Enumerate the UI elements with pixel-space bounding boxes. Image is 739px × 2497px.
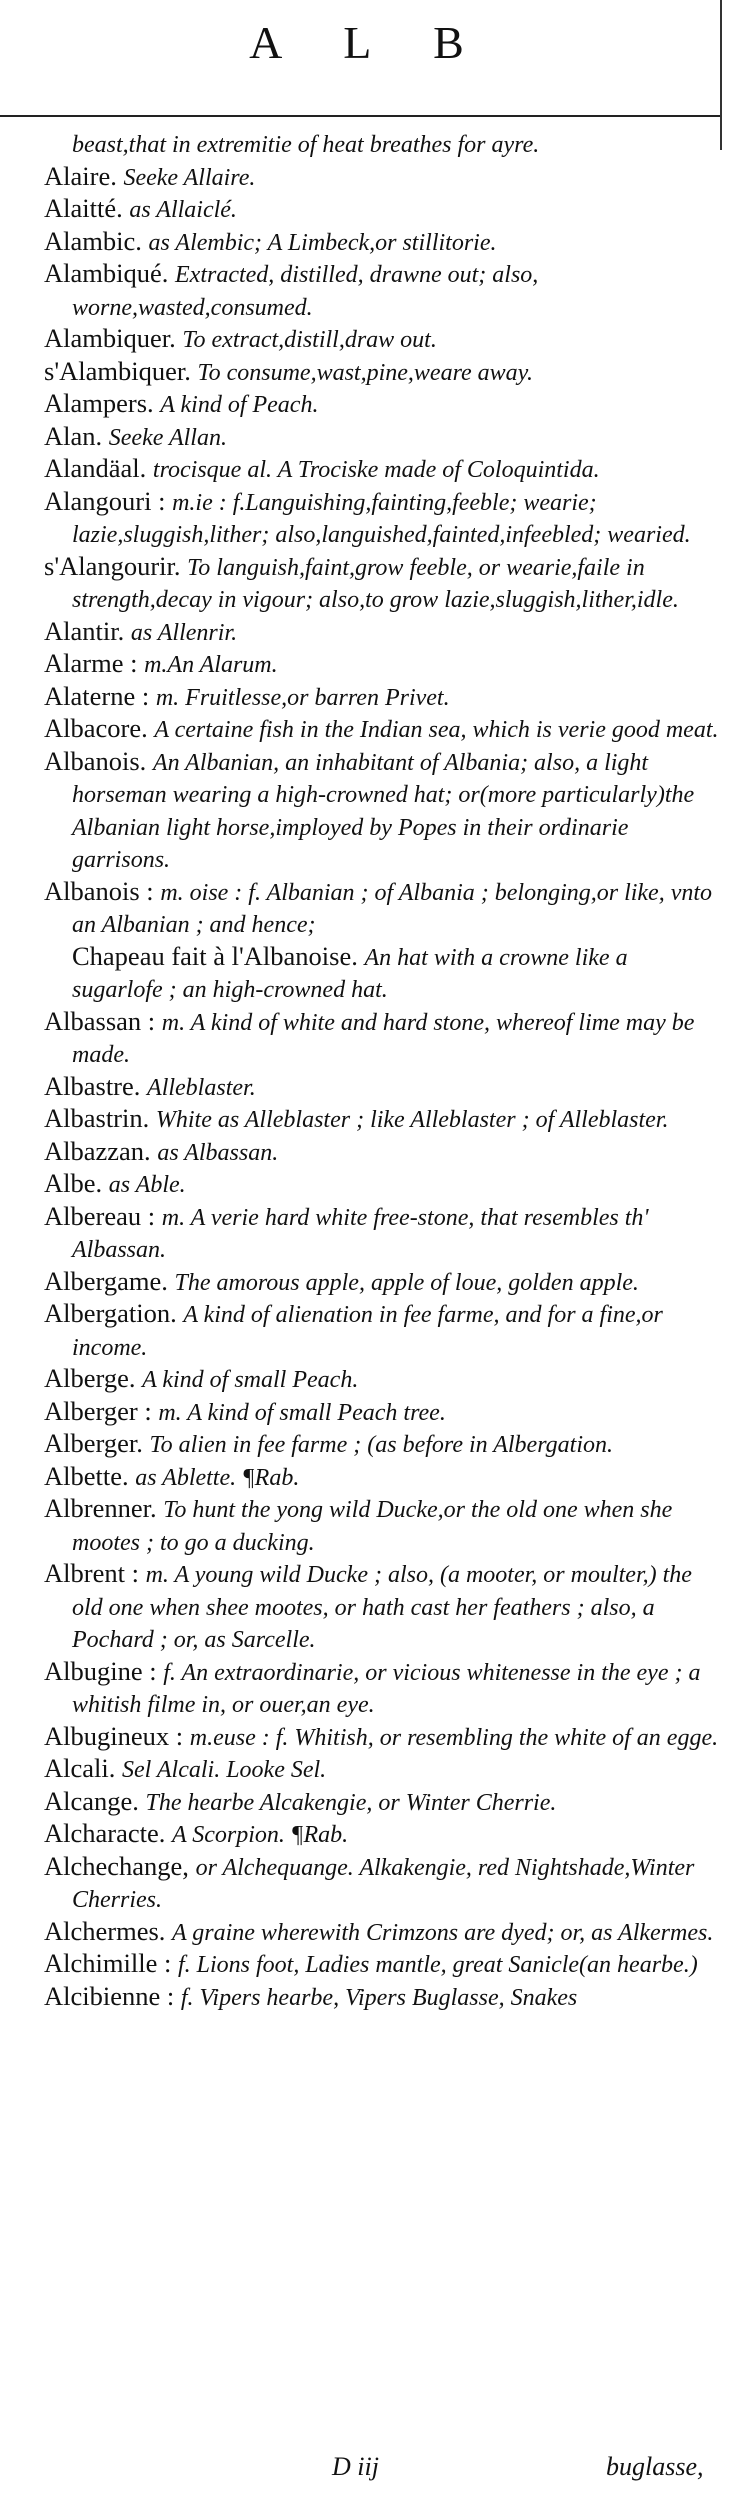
dictionary-entry bbox=[44, 258, 722, 323]
entry-definition: Alleblaster. bbox=[147, 1074, 256, 1101]
dictionary-entry bbox=[44, 1266, 722, 1299]
dictionary-entry bbox=[44, 1753, 722, 1786]
entry-definition: as Alembic; A Limbeck,or stillitorie. bbox=[148, 229, 497, 256]
entry-definition: m. Fruitlesse,or barren Privet. bbox=[155, 684, 450, 711]
entry-headword: Albassan : bbox=[44, 1005, 156, 1036]
entry-definition: as Allenrir. bbox=[130, 619, 238, 646]
dictionary-entry bbox=[44, 1201, 722, 1266]
entry-definition: A graine wherewith Crimzons are dyed; or, as Alkermes. bbox=[172, 1919, 714, 1946]
entry-definition: as Able. bbox=[108, 1172, 186, 1198]
dictionary-entry bbox=[44, 356, 722, 389]
entry-headword: Alandäal. bbox=[44, 453, 147, 483]
dictionary-entry bbox=[44, 1721, 722, 1754]
entry-headword: Alcharacte. bbox=[44, 1818, 166, 1848]
dictionary-entry bbox=[44, 1298, 722, 1363]
entry-definition: The amorous apple, apple of loue, golden apple. bbox=[174, 1269, 639, 1296]
dictionary-entry bbox=[44, 713, 722, 746]
entry-definition: f. Lions foot, Ladies mantle, great Sanicle(an hearbe.) bbox=[177, 1952, 698, 1978]
entry-headword: Alchermes. bbox=[44, 1915, 166, 1946]
entry-headword: Alcange. bbox=[44, 1785, 139, 1816]
entry-definition: The hearbe Alcakengie, or Winter Cherrie. bbox=[145, 1789, 557, 1816]
dictionary-entry bbox=[44, 421, 722, 454]
entry-definition: White as Alleblaster ; like Alleblaster ; of Alleblaster. bbox=[155, 1107, 669, 1133]
entry-headword: Albacore. bbox=[44, 713, 148, 743]
dictionary-entry bbox=[44, 1396, 722, 1429]
entry-headword: Alarme : bbox=[44, 648, 138, 678]
dictionary-entry bbox=[44, 1786, 722, 1819]
entry-headword: Albugine : bbox=[44, 1655, 157, 1686]
entry-headword: s'Alambiquer. bbox=[44, 355, 191, 386]
entry-definition: m. A young wild Ducke ; also, (a mooter, or moulter,) the old one when shee mootes, or hath cast her feathers ; also, a Pochard ; or, as Sarcelle. bbox=[72, 1562, 692, 1653]
entry-definition: To extract,distill,draw out. bbox=[182, 327, 437, 353]
dictionary-entry bbox=[44, 1071, 722, 1104]
dictionary-entry bbox=[44, 1916, 722, 1949]
dictionary-entry bbox=[44, 1818, 722, 1851]
dictionary-entry bbox=[44, 1103, 722, 1136]
entry-headword: Alangouri : bbox=[44, 485, 166, 516]
dictionary-entry bbox=[44, 1656, 722, 1721]
entry-headword: Alantir. bbox=[44, 615, 125, 646]
entry-headword: Albastrin. bbox=[44, 1103, 150, 1133]
entry-definition: trocisque al. A Trociske made of Coloquintida. bbox=[152, 457, 600, 483]
entry-headword: s'Alangourir. bbox=[44, 550, 181, 581]
entry-definition: To languish,faint,grow feeble, or wearie,faile in strength,decay in vigour; also,to grow lazie,sluggish,lither,idle. bbox=[72, 554, 679, 613]
entry-headword: Albrenner. bbox=[44, 1493, 157, 1523]
entry-definition: To consume,wast,pine,weare away. bbox=[197, 359, 534, 386]
dictionary-entry bbox=[44, 648, 722, 681]
dictionary-entry bbox=[44, 453, 722, 486]
entry-definition: f. An extraordinarie, or vicious whitenesse in the eye ; a whitish filme in, or ouer,an eye. bbox=[72, 1659, 701, 1718]
entry-headword: Alaterne : bbox=[44, 680, 150, 711]
entry-definition: Extracted, distilled, drawne out; also, worne,wasted,consumed. bbox=[72, 262, 539, 321]
entry-headword: Alambic. bbox=[44, 225, 142, 256]
entry-definition: f. Vipers hearbe, Vipers Buglasse, Snakes bbox=[180, 1984, 578, 2011]
dictionary-entry bbox=[44, 226, 722, 259]
entry-definition: or Alchequange. Alkakengie, red Nightshade,Winter Cherries. bbox=[72, 1854, 695, 1913]
entry-definition: Sel Alcali. Looke Sel. bbox=[122, 1757, 327, 1783]
dictionary-entry bbox=[44, 1461, 722, 1494]
dictionary-entry bbox=[44, 193, 722, 226]
dictionary-entry bbox=[44, 1136, 722, 1169]
entry-definition: as Ablette. ¶Rab. bbox=[135, 1464, 300, 1491]
dictionary-entry bbox=[44, 1168, 722, 1201]
dictionary-entry bbox=[44, 551, 722, 616]
entry-definition: Seeke Allan. bbox=[108, 424, 227, 451]
dictionary-entry bbox=[44, 876, 722, 941]
dictionary-entry bbox=[44, 616, 722, 649]
entry-headword: Chapeau fait à l'Albanoise. bbox=[72, 940, 358, 971]
entry-headword: Alampers. bbox=[44, 388, 154, 418]
dictionary-entry bbox=[44, 1558, 722, 1656]
entry-headword: Alchechange, bbox=[44, 1850, 189, 1881]
entry-headword: Alcali. bbox=[44, 1753, 116, 1783]
dictionary-entry bbox=[44, 486, 722, 551]
dictionary-entry bbox=[44, 681, 722, 714]
entry-definition: Seeke Allaire. bbox=[123, 164, 256, 191]
dictionary-entry bbox=[44, 388, 722, 421]
entry-headword: Albergation. bbox=[44, 1298, 177, 1328]
entry-headword: Alberge. bbox=[44, 1363, 136, 1393]
entry-definition: A kind of alienation in fee farme, and for a fine,or income. bbox=[72, 1302, 663, 1361]
entry-headword: Albugineux : bbox=[44, 1720, 184, 1751]
entry-headword: Albergame. bbox=[44, 1265, 168, 1296]
entry-definition: To hunt the yong wild Ducke,or the old one when she mootes ; to go a ducking. bbox=[72, 1497, 673, 1556]
header-rule bbox=[0, 115, 722, 117]
entry-headword: Alberger : bbox=[44, 1395, 152, 1426]
entry-headword: Albanois : bbox=[44, 875, 154, 906]
entry-definition: as Albassan. bbox=[157, 1139, 279, 1166]
entry-headword: Albastre. bbox=[44, 1070, 141, 1101]
dictionary-entry bbox=[44, 161, 722, 194]
entry-definition: m.euse : f. Whitish, or resembling the white of an egge. bbox=[189, 1724, 719, 1751]
entry-headword: Alan. bbox=[44, 420, 103, 451]
entry-definition: A kind of small Peach. bbox=[142, 1367, 359, 1393]
entry-headword: Alberger. bbox=[44, 1428, 143, 1458]
dictionary-entry bbox=[44, 323, 722, 356]
entry-definition: as Allaiclé. bbox=[129, 197, 237, 223]
entry-definition: A certaine fish in the Indian sea, which is verie good meat. bbox=[154, 717, 719, 743]
dictionary-entry bbox=[44, 746, 722, 876]
entry-headword: Albazzan. bbox=[44, 1135, 151, 1166]
entry-definition: A kind of Peach. bbox=[160, 392, 319, 418]
entry-headword: Albrent : bbox=[44, 1558, 139, 1588]
entry-headword: Alambiquer. bbox=[44, 323, 176, 353]
entry-headword: Albereau : bbox=[44, 1200, 156, 1231]
entry-headword: Alaire. bbox=[44, 160, 117, 191]
entry-definition: To alien in fee farme ; (as before in Albergation. bbox=[149, 1432, 613, 1458]
entry-definition: An Albanian, an inhabitant of Albania; also, a light horseman wearing a high-crowned hat; or(more particularly)the Albanian light horse,imployed by Popes in their ordinarie garrisons. bbox=[72, 749, 695, 873]
dictionary-entry bbox=[44, 1948, 722, 1981]
entry-definition: m. oise : f. Albanian ; of Albania ; belonging,or like, vnto an Albanian ; and hence; bbox=[72, 879, 713, 938]
entry-definition: beast,that in extremitie of heat breathes for ayre. bbox=[72, 132, 540, 158]
dictionary-entry bbox=[44, 1428, 722, 1461]
entry-headword: Albe. bbox=[44, 1168, 103, 1198]
dictionary-entry bbox=[44, 1006, 722, 1071]
dictionary-entry bbox=[44, 941, 722, 1006]
dictionary-entry bbox=[44, 128, 722, 161]
entry-headword: Alambiqué. bbox=[44, 258, 169, 288]
dictionary-entry bbox=[44, 1493, 722, 1558]
entry-definition: m. A kind of small Peach tree. bbox=[158, 1399, 446, 1426]
entry-headword: Albette. bbox=[44, 1460, 129, 1491]
entry-definition: m.ie : f.Languishing,fainting,feeble; wearie; lazie,sluggish,lither; also,languished,fainted,infeebled; wearied. bbox=[72, 489, 691, 548]
dictionary-entry bbox=[44, 1363, 722, 1396]
dictionary-entry bbox=[44, 1851, 722, 1916]
entry-headword: Albanois. bbox=[44, 745, 147, 776]
entry-definition: A Scorpion. ¶Rab. bbox=[172, 1822, 349, 1848]
page-header: A L B bbox=[249, 17, 490, 68]
entry-headword: Alchimille : bbox=[44, 1948, 172, 1978]
entry-definition: An hat with a crowne like a sugarlofe ; an high-crowned hat. bbox=[72, 944, 628, 1003]
entry-headword: Alcibienne : bbox=[44, 1980, 175, 2011]
entry-definition: m.An Alarum. bbox=[144, 652, 278, 678]
entry-list bbox=[44, 128, 722, 2013]
entry-definition: m. A kind of white and hard stone, whereof lime may be made. bbox=[72, 1009, 695, 1068]
entry-definition: m. A verie hard white free-stone, that resembles th' Albassan. bbox=[72, 1204, 649, 1263]
dictionary-entry bbox=[44, 1981, 722, 2014]
signature-mark: D iij bbox=[332, 2452, 379, 2481]
entry-headword: Alaitté. bbox=[44, 193, 123, 223]
catchword: buglasse, bbox=[606, 2452, 704, 2481]
